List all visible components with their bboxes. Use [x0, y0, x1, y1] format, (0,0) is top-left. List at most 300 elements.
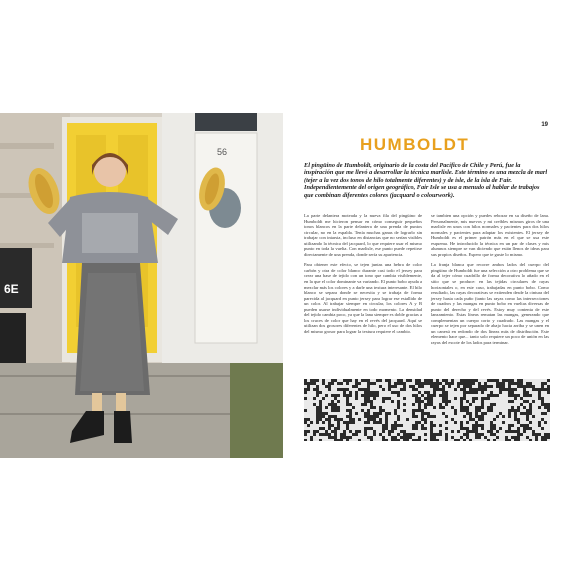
swatch-stitch	[313, 391, 316, 394]
swatch-stitch	[394, 388, 397, 391]
swatch-stitch	[307, 397, 310, 400]
swatch-stitch	[526, 409, 529, 412]
swatch-stitch	[328, 418, 331, 421]
swatch-stitch	[436, 412, 439, 415]
swatch-stitch	[367, 439, 370, 441]
swatch-stitch	[490, 421, 493, 424]
swatch-stitch	[454, 418, 457, 421]
swatch-stitch	[469, 388, 472, 391]
swatch-stitch	[385, 379, 388, 382]
swatch-stitch	[505, 409, 508, 412]
swatch-stitch	[532, 391, 535, 394]
swatch-stitch	[400, 385, 403, 388]
swatch-stitch	[421, 439, 424, 441]
swatch-stitch	[475, 436, 478, 439]
swatch-stitch	[502, 385, 505, 388]
swatch-stitch	[337, 394, 340, 397]
swatch-stitch	[421, 436, 424, 439]
swatch-stitch	[367, 415, 370, 418]
swatch-stitch	[400, 415, 403, 418]
swatch-stitch	[469, 379, 472, 382]
swatch-stitch	[313, 379, 316, 382]
swatch-stitch	[316, 415, 319, 418]
swatch-stitch	[379, 391, 382, 394]
swatch-stitch	[541, 394, 544, 397]
swatch-stitch	[469, 400, 472, 403]
swatch-stitch	[460, 409, 463, 412]
swatch-stitch	[331, 421, 334, 424]
swatch-stitch	[475, 391, 478, 394]
swatch-stitch	[523, 385, 526, 388]
swatch-stitch	[391, 439, 394, 441]
swatch-stitch	[322, 427, 325, 430]
swatch-stitch	[523, 382, 526, 385]
swatch-stitch	[403, 436, 406, 439]
swatch-stitch	[436, 418, 439, 421]
swatch-stitch	[307, 427, 310, 430]
swatch-stitch	[373, 379, 376, 382]
swatch-stitch	[505, 439, 508, 441]
swatch-stitch	[517, 400, 520, 403]
swatch-stitch	[463, 427, 466, 430]
swatch-stitch	[352, 382, 355, 385]
swatch-stitch	[448, 427, 451, 430]
wheelie-bin	[0, 248, 32, 308]
swatch-stitch	[496, 430, 499, 433]
swatch-stitch	[394, 430, 397, 433]
swatch-stitch	[454, 421, 457, 424]
swatch-stitch	[367, 379, 370, 382]
swatch-stitch	[391, 430, 394, 433]
swatch-stitch	[406, 400, 409, 403]
swatch-stitch	[361, 406, 364, 409]
swatch-stitch	[532, 397, 535, 400]
swatch-stitch	[448, 409, 451, 412]
swatch-stitch	[439, 388, 442, 391]
swatch-stitch	[307, 412, 310, 415]
swatch-stitch	[364, 424, 367, 427]
swatch-stitch	[379, 406, 382, 409]
swatch-stitch	[487, 406, 490, 409]
swatch-stitch	[541, 409, 544, 412]
swatch-stitch	[451, 400, 454, 403]
swatch-stitch	[478, 436, 481, 439]
swatch-stitch	[307, 409, 310, 412]
swatch-stitch	[361, 436, 364, 439]
swatch-stitch	[352, 433, 355, 436]
swatch-stitch	[469, 412, 472, 415]
swatch-stitch	[388, 394, 391, 397]
swatch-stitch	[400, 379, 403, 382]
swatch-stitch	[487, 385, 490, 388]
swatch-stitch	[478, 391, 481, 394]
swatch-stitch	[448, 406, 451, 409]
swatch-stitch	[496, 388, 499, 391]
swatch-stitch	[544, 406, 547, 409]
swatch-stitch	[310, 433, 313, 436]
swatch-stitch	[517, 433, 520, 436]
swatch-stitch	[334, 421, 337, 424]
swatch-stitch	[412, 400, 415, 403]
swatch-stitch	[346, 400, 349, 403]
swatch-stitch	[544, 433, 547, 436]
swatch-stitch	[541, 403, 544, 406]
swatch-stitch	[490, 430, 493, 433]
swatch-stitch	[472, 430, 475, 433]
swatch-stitch	[418, 436, 421, 439]
swatch-stitch	[514, 379, 517, 382]
swatch-stitch	[376, 385, 379, 388]
swatch-stitch	[448, 421, 451, 424]
swatch-stitch	[520, 403, 523, 406]
swatch-stitch	[403, 430, 406, 433]
swatch-stitch	[475, 388, 478, 391]
swatch-stitch	[334, 424, 337, 427]
swatch-stitch	[409, 394, 412, 397]
swatch-stitch	[388, 424, 391, 427]
swatch-stitch	[475, 409, 478, 412]
swatch-stitch	[322, 379, 325, 382]
swatch-stitch	[478, 379, 481, 382]
swatch-stitch	[331, 391, 334, 394]
swatch-stitch	[406, 424, 409, 427]
swatch-stitch	[433, 385, 436, 388]
swatch-stitch	[319, 409, 322, 412]
swatch-stitch	[355, 430, 358, 433]
swatch-stitch	[331, 388, 334, 391]
swatch-stitch	[325, 409, 328, 412]
swatch-stitch	[472, 397, 475, 400]
swatch-stitch	[454, 379, 457, 382]
swatch-stitch	[391, 436, 394, 439]
swatch-stitch	[424, 436, 427, 439]
swatch-stitch	[487, 415, 490, 418]
swatch-stitch	[334, 439, 337, 441]
swatch-stitch	[316, 418, 319, 421]
swatch-stitch	[448, 436, 451, 439]
swatch-stitch	[463, 409, 466, 412]
swatch-stitch	[397, 391, 400, 394]
swatch-stitch	[487, 379, 490, 382]
swatch-stitch	[409, 409, 412, 412]
swatch-stitch	[460, 439, 463, 441]
swatch-stitch	[412, 406, 415, 409]
swatch-stitch	[397, 379, 400, 382]
swatch-stitch	[547, 409, 550, 412]
swatch-stitch	[409, 424, 412, 427]
swatch-stitch	[373, 403, 376, 406]
swatch-stitch	[355, 379, 358, 382]
swatch-stitch	[316, 439, 319, 441]
swatch-stitch	[463, 400, 466, 403]
swatch-stitch	[505, 388, 508, 391]
swatch-stitch	[391, 415, 394, 418]
swatch-stitch	[337, 397, 340, 400]
swatch-stitch	[394, 406, 397, 409]
swatch-stitch	[499, 385, 502, 388]
swatch-stitch	[433, 397, 436, 400]
swatch-stitch	[541, 412, 544, 415]
swatch-stitch	[388, 409, 391, 412]
swatch-stitch	[514, 388, 517, 391]
swatch-stitch	[457, 400, 460, 403]
swatch-stitch	[427, 424, 430, 427]
swatch-stitch	[325, 436, 328, 439]
swatch-stitch	[421, 415, 424, 418]
swatch-stitch	[430, 391, 433, 394]
swatch-stitch	[427, 415, 430, 418]
swatch-stitch	[415, 391, 418, 394]
swatch-stitch	[526, 379, 529, 382]
swatch-stitch	[535, 427, 538, 430]
swatch-stitch	[505, 403, 508, 406]
swatch-stitch	[364, 406, 367, 409]
swatch-stitch	[343, 433, 346, 436]
swatch-stitch	[499, 403, 502, 406]
swatch-stitch	[475, 418, 478, 421]
swatch-stitch	[331, 406, 334, 409]
swatch-stitch	[520, 400, 523, 403]
swatch-stitch	[310, 418, 313, 421]
swatch-stitch	[382, 412, 385, 415]
swatch-stitch	[307, 403, 310, 406]
swatch-stitch	[355, 385, 358, 388]
swatch-stitch	[337, 388, 340, 391]
swatch-stitch	[535, 379, 538, 382]
swatch-stitch	[481, 388, 484, 391]
swatch-stitch	[304, 400, 307, 403]
swatch-stitch	[472, 394, 475, 397]
swatch-stitch	[346, 433, 349, 436]
swatch-stitch	[346, 409, 349, 412]
swatch-stitch	[334, 433, 337, 436]
swatch-stitch	[376, 394, 379, 397]
swatch-stitch	[514, 400, 517, 403]
swatch-stitch	[418, 424, 421, 427]
swatch-stitch	[448, 391, 451, 394]
swatch-stitch	[424, 415, 427, 418]
swatch-stitch	[373, 430, 376, 433]
swatch-stitch	[532, 436, 535, 439]
swatch-stitch	[328, 385, 331, 388]
swatch-stitch	[376, 415, 379, 418]
swatch-stitch	[364, 439, 367, 441]
swatch-stitch	[457, 382, 460, 385]
swatch-stitch	[547, 391, 550, 394]
swatch-stitch	[427, 430, 430, 433]
swatch-stitch	[475, 421, 478, 424]
swatch-stitch	[526, 427, 529, 430]
swatch-stitch	[547, 403, 550, 406]
swatch-stitch	[538, 385, 541, 388]
swatch-stitch	[496, 436, 499, 439]
swatch-stitch	[394, 424, 397, 427]
swatch-stitch	[472, 439, 475, 441]
swatch-stitch	[526, 433, 529, 436]
swatch-stitch	[472, 412, 475, 415]
swatch-stitch	[439, 421, 442, 424]
swatch-stitch	[520, 409, 523, 412]
swatch-stitch	[316, 430, 319, 433]
swatch-stitch	[358, 436, 361, 439]
swatch-stitch	[394, 382, 397, 385]
swatch-stitch	[307, 379, 310, 382]
swatch-stitch	[511, 397, 514, 400]
swatch-stitch	[484, 397, 487, 400]
swatch-stitch	[310, 421, 313, 424]
swatch-stitch	[364, 391, 367, 394]
swatch-stitch	[391, 412, 394, 415]
swatch-stitch	[481, 430, 484, 433]
swatch-stitch	[400, 418, 403, 421]
swatch-stitch	[442, 379, 445, 382]
swatch-stitch	[406, 394, 409, 397]
swatch-stitch	[439, 379, 442, 382]
swatch-stitch	[502, 439, 505, 441]
swatch-stitch	[451, 394, 454, 397]
swatch-stitch	[328, 427, 331, 430]
swatch-stitch	[346, 403, 349, 406]
swatch-stitch	[481, 421, 484, 424]
swatch-stitch	[397, 412, 400, 415]
swatch-stitch	[535, 403, 538, 406]
swatch-stitch	[340, 430, 343, 433]
swatch-stitch	[469, 439, 472, 441]
swatch-stitch	[529, 403, 532, 406]
swatch-stitch	[478, 415, 481, 418]
swatch-stitch	[319, 415, 322, 418]
swatch-stitch	[343, 427, 346, 430]
swatch-stitch	[367, 403, 370, 406]
swatch-stitch	[478, 418, 481, 421]
swatch-stitch	[355, 433, 358, 436]
swatch-stitch	[370, 397, 373, 400]
swatch-stitch	[541, 382, 544, 385]
swatch-stitch	[472, 403, 475, 406]
swatch-stitch	[364, 427, 367, 430]
swatch-stitch	[475, 415, 478, 418]
swatch-stitch	[388, 430, 391, 433]
swatch-stitch	[502, 412, 505, 415]
swatch-stitch	[403, 385, 406, 388]
swatch-stitch	[517, 439, 520, 441]
swatch-stitch	[475, 403, 478, 406]
swatch-stitch	[421, 394, 424, 397]
swatch-stitch	[433, 418, 436, 421]
swatch-stitch	[346, 415, 349, 418]
swatch-stitch	[478, 421, 481, 424]
swatch-stitch	[412, 424, 415, 427]
swatch-stitch	[466, 394, 469, 397]
swatch-stitch	[397, 421, 400, 424]
swatch-stitch	[382, 433, 385, 436]
swatch-stitch	[343, 403, 346, 406]
swatch-stitch	[406, 427, 409, 430]
swatch-stitch	[385, 433, 388, 436]
swatch-stitch	[463, 430, 466, 433]
swatch-stitch	[406, 418, 409, 421]
swatch-stitch	[535, 436, 538, 439]
swatch-stitch	[508, 391, 511, 394]
swatch-stitch	[421, 388, 424, 391]
swatch-stitch	[505, 391, 508, 394]
swatch-stitch	[361, 379, 364, 382]
swatch-stitch	[481, 436, 484, 439]
swatch-stitch	[502, 409, 505, 412]
swatch-stitch	[334, 382, 337, 385]
swatch-stitch	[430, 439, 433, 441]
swatch-stitch	[433, 436, 436, 439]
swatch-stitch	[547, 388, 550, 391]
swatch-stitch	[520, 433, 523, 436]
swatch-stitch	[385, 394, 388, 397]
swatch-stitch	[430, 415, 433, 418]
swatch-stitch	[415, 388, 418, 391]
swatch-stitch	[484, 400, 487, 403]
swatch-stitch	[523, 391, 526, 394]
swatch-stitch	[424, 424, 427, 427]
swatch-stitch	[370, 433, 373, 436]
swatch-stitch	[409, 406, 412, 409]
swatch-stitch	[349, 385, 352, 388]
swatch-stitch	[310, 400, 313, 403]
swatch-stitch	[475, 382, 478, 385]
swatch-stitch	[352, 385, 355, 388]
swatch-stitch	[541, 427, 544, 430]
swatch-stitch	[463, 421, 466, 424]
swatch-stitch	[385, 430, 388, 433]
swatch-stitch	[367, 427, 370, 430]
swatch-stitch	[310, 388, 313, 391]
swatch-stitch	[457, 388, 460, 391]
swatch-stitch	[505, 424, 508, 427]
swatch-stitch	[490, 418, 493, 421]
swatch-stitch	[439, 391, 442, 394]
swatch-stitch	[535, 430, 538, 433]
swatch-stitch	[376, 418, 379, 421]
swatch-stitch	[466, 397, 469, 400]
swatch-stitch	[505, 427, 508, 430]
swatch-stitch	[517, 424, 520, 427]
swatch-stitch	[538, 415, 541, 418]
swatch-stitch	[517, 397, 520, 400]
swatch-stitch	[340, 415, 343, 418]
swatch-stitch	[478, 412, 481, 415]
swatch-stitch	[469, 433, 472, 436]
swatch-stitch	[436, 388, 439, 391]
swatch-stitch	[406, 430, 409, 433]
swatch-stitch	[514, 427, 517, 430]
swatch-stitch	[391, 421, 394, 424]
swatch-stitch	[538, 397, 541, 400]
swatch-stitch	[547, 382, 550, 385]
swatch-stitch	[457, 424, 460, 427]
swatch-stitch	[400, 433, 403, 436]
swatch-stitch	[382, 379, 385, 382]
swatch-stitch	[418, 412, 421, 415]
swatch-stitch	[484, 382, 487, 385]
swatch-stitch	[349, 391, 352, 394]
swatch-stitch	[484, 385, 487, 388]
swatch-stitch	[343, 400, 346, 403]
swatch-stitch	[364, 388, 367, 391]
swatch-stitch	[304, 385, 307, 388]
swatch-stitch	[352, 436, 355, 439]
swatch-stitch	[544, 382, 547, 385]
swatch-stitch	[475, 412, 478, 415]
swatch-stitch	[349, 397, 352, 400]
swatch-stitch	[514, 412, 517, 415]
